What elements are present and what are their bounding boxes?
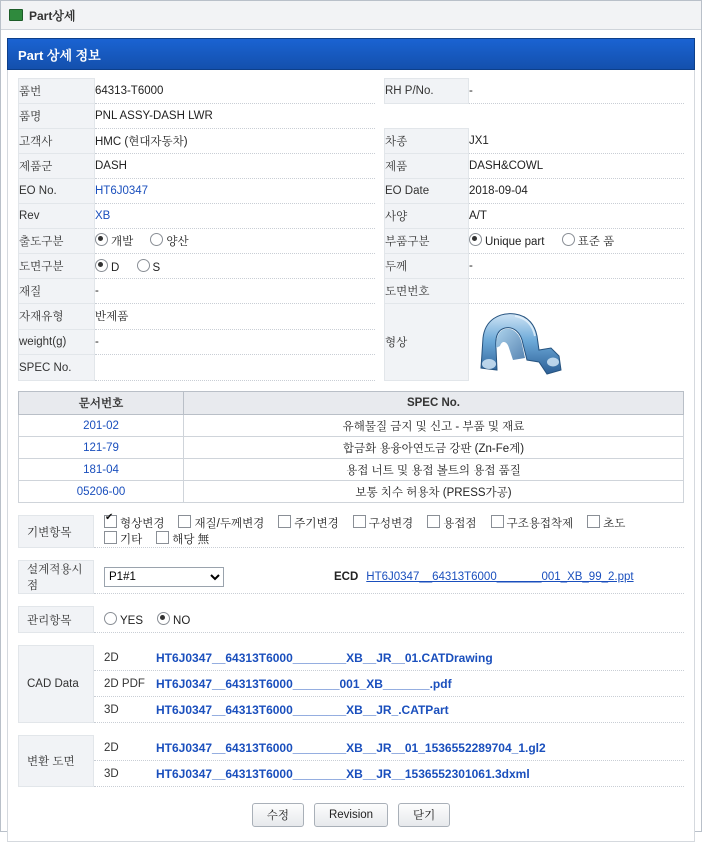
part-field-grid	[18, 78, 684, 381]
revision-button[interactable]: Revision	[314, 803, 388, 827]
checkbox-label: 재질/두께변경	[194, 518, 265, 530]
check-icon	[104, 515, 117, 528]
manage-items-section	[18, 606, 684, 633]
checkbox-label: 초도	[603, 518, 626, 530]
ecd-file-link[interactable]: HT6J0347__64313T6000_______001_XB_99_2.ppt	[366, 570, 634, 583]
converted-drawing-rows	[94, 735, 684, 787]
checkbox-label: 용접점	[443, 518, 477, 530]
label-converted-drawing: 변환 도면	[18, 735, 94, 787]
check-icon	[491, 515, 504, 528]
label-product-group: 제품군	[19, 154, 95, 179]
value-eo-no-link[interactable]: HT6J0347	[95, 185, 149, 197]
radio-part-unique-label: Unique part	[485, 236, 545, 248]
spacer	[375, 154, 385, 179]
label-weight: weight(g)	[19, 329, 95, 355]
row-release-class	[19, 229, 685, 254]
empty-cell	[385, 104, 469, 129]
checkbox-cycle-change[interactable]	[278, 515, 338, 531]
column-header-spec-no: SPEC No.	[184, 392, 684, 415]
check-icon	[104, 531, 117, 544]
radio-release-mass[interactable]	[150, 236, 188, 248]
value-part-no: 64313-T6000	[95, 79, 375, 104]
check-icon	[178, 515, 191, 528]
cad-file-kind: 2D PDF	[104, 677, 145, 690]
radio-drawing-d[interactable]	[95, 262, 119, 274]
value-product: DASH&COWL	[469, 154, 685, 179]
radio-manage-no-label: NO	[173, 614, 191, 627]
edit-button[interactable]: 수정	[252, 803, 304, 827]
radio-manage-no[interactable]	[157, 612, 190, 627]
manage-items-radios	[94, 606, 684, 633]
radio-manage-yes-label: YES	[120, 614, 144, 627]
radio-dot-icon	[469, 233, 482, 246]
value-drawing-no	[469, 279, 685, 304]
cad-file-link[interactable]: HT6J0347__64313T6000_______001_XB_______.pdf	[156, 676, 452, 691]
radio-drawing-s-label: S	[152, 261, 161, 274]
label-release-class: 출도구분	[19, 229, 95, 254]
window-icon	[9, 9, 23, 21]
table-row	[19, 459, 684, 481]
spacer	[375, 79, 385, 104]
label-design-apply: 설계적용시점	[18, 560, 94, 594]
value-spec: A/T	[469, 204, 685, 229]
close-button[interactable]: 닫기	[398, 803, 450, 827]
spacer	[375, 279, 385, 304]
radio-part-standard[interactable]	[562, 236, 615, 248]
cad-file-kind: 2D	[104, 651, 119, 664]
check-icon	[156, 531, 169, 544]
label-manage-items: 관리항목	[18, 606, 94, 633]
check-icon	[587, 515, 600, 528]
row-material-type	[19, 304, 685, 330]
label-spec: 사양	[385, 204, 469, 229]
row-customer	[19, 129, 685, 154]
label-eo-no: EO No.	[19, 179, 95, 204]
radio-dot-icon	[137, 259, 150, 272]
checkbox-first-article[interactable]	[587, 515, 625, 531]
list-item	[94, 671, 684, 697]
label-car-type: 차종	[385, 129, 469, 154]
doc-no-link[interactable]: 201-02	[83, 419, 119, 432]
checkbox-label: 주기변경	[294, 518, 339, 530]
row-part-no	[19, 79, 685, 104]
cad-data-section	[18, 645, 684, 723]
action-button-row	[18, 803, 684, 827]
check-icon	[353, 515, 366, 528]
converted-file-kind: 3D	[104, 767, 119, 780]
value-part-name: PNL ASSY-DASH LWR	[95, 104, 375, 129]
value-customer: HMC (현대자동차)	[95, 129, 375, 154]
spacer	[375, 204, 385, 229]
checkbox-label: 해당 無	[172, 534, 210, 546]
value-rh-pno: -	[469, 79, 685, 104]
spacer	[375, 179, 385, 204]
label-part-class: 부품구분	[385, 229, 469, 254]
value-rev-link[interactable]: XB	[95, 210, 111, 222]
label-thickness: 두께	[385, 254, 469, 279]
list-item	[94, 645, 684, 671]
spacer	[375, 254, 385, 279]
value-car-type: JX1	[469, 129, 685, 154]
spec-document-table	[18, 391, 684, 503]
label-product: 제품	[385, 154, 469, 179]
cad-file-kind: 3D	[104, 703, 119, 716]
label-rev: Rev	[19, 204, 95, 229]
page-title	[7, 38, 695, 70]
checkbox-etc[interactable]	[104, 531, 142, 547]
radio-dot-icon	[95, 233, 108, 246]
check-icon	[278, 515, 291, 528]
radio-part-standard-label: 표준 품	[577, 236, 615, 248]
change-items-checkboxes	[94, 515, 684, 548]
label-cad-data: CAD Data	[18, 645, 94, 723]
converted-file-kind: 2D	[104, 741, 119, 754]
value-material-type: 반제품	[95, 304, 375, 330]
row-part-name	[19, 104, 685, 129]
radio-part-unique[interactable]	[469, 236, 544, 248]
radio-release-mass-label: 양산	[166, 236, 189, 248]
checkbox-none[interactable]	[156, 531, 209, 547]
value-eo-date: 2018-09-04	[469, 179, 685, 204]
cad-file-link[interactable]: HT6J0347__64313T6000________XB__JR_.CATPart	[156, 702, 449, 717]
label-ecd: ECD	[334, 570, 359, 583]
label-drawing-no: 도면번호	[385, 279, 469, 304]
row-material	[19, 279, 685, 304]
table-row	[19, 481, 684, 503]
label-material: 재질	[19, 279, 95, 304]
label-shape: 형상	[385, 304, 469, 381]
converted-file-link[interactable]: HT6J0347__64313T6000________XB__JR__01_1536552289704_1.gl2	[156, 740, 546, 755]
spacer	[375, 304, 385, 330]
radio-dot-icon	[150, 233, 163, 246]
list-item	[94, 697, 684, 723]
checkbox-label: 구조용접착제	[506, 518, 574, 530]
label-material-type: 자재유형	[19, 304, 95, 330]
spacer	[375, 104, 385, 129]
doc-spec-text: 유해물질 금지 및 신고 - 부품 및 재료	[184, 415, 684, 437]
doc-spec-text: 합금화 용융아연도금 강판 (Zn-Fe계)	[184, 437, 684, 459]
row-product-group	[19, 154, 685, 179]
radio-release-dev[interactable]	[95, 236, 133, 248]
window-titlebar	[1, 1, 701, 30]
radio-drawing-d-label: D	[111, 261, 120, 274]
label-part-name: 품명	[19, 104, 95, 129]
radio-dot-icon	[95, 259, 108, 272]
doc-no-link[interactable]: 181-04	[83, 463, 119, 476]
checkbox-label: 형상변경	[120, 518, 165, 530]
list-item	[94, 761, 684, 787]
row-eo-no	[19, 179, 685, 204]
converted-drawing-section	[18, 735, 684, 787]
list-item	[94, 735, 684, 761]
label-rh-pno: RH P/No.	[385, 79, 469, 104]
row-rev	[19, 204, 685, 229]
window-title: Part상세	[29, 8, 76, 23]
spacer	[375, 329, 385, 355]
spacer	[375, 229, 385, 254]
change-items-section	[18, 515, 684, 548]
part-shape-svg	[469, 304, 571, 380]
label-change-items: 기변항목	[18, 515, 94, 548]
radio-release-dev-label: 개발	[111, 236, 134, 248]
label-part-no: 품번	[19, 79, 95, 104]
table-header-row	[19, 392, 684, 415]
checkbox-structural-adhesive[interactable]	[491, 515, 574, 531]
label-customer: 고객사	[19, 129, 95, 154]
doc-no-link[interactable]: 121-79	[83, 441, 119, 454]
column-header-doc-no: 문서번호	[19, 392, 184, 415]
cad-data-rows	[94, 645, 684, 723]
label-eo-date: EO Date	[385, 179, 469, 204]
cell-shape-image	[469, 304, 685, 381]
radio-dot-icon	[157, 612, 170, 625]
part-3d-render	[469, 304, 571, 380]
doc-spec-text: 용접 너트 및 용접 볼트의 용접 품질	[184, 459, 684, 481]
empty-cell	[469, 104, 685, 129]
design-apply-select[interactable]	[104, 567, 224, 587]
value-material: -	[95, 279, 375, 304]
detail-content	[7, 70, 695, 842]
value-thickness: -	[469, 254, 685, 279]
cad-file-link[interactable]: HT6J0347__64313T6000________XB__JR__01.CATDrawing	[156, 650, 493, 665]
doc-spec-text: 보통 치수 허용차 (PRESS가공)	[184, 481, 684, 503]
check-icon	[427, 515, 440, 528]
page-title-label: Part 상세 정보	[18, 47, 101, 63]
radio-dot-icon	[562, 233, 575, 246]
spacer	[375, 129, 385, 154]
label-spec-no: SPEC No.	[19, 355, 95, 381]
row-drawing-class	[19, 254, 685, 279]
table-row	[19, 415, 684, 437]
table-row	[19, 437, 684, 459]
radio-drawing-s[interactable]	[137, 262, 161, 274]
spacer	[375, 355, 385, 381]
radio-dot-icon	[104, 612, 117, 625]
checkbox-composition-change[interactable]	[353, 515, 413, 531]
value-weight: -	[95, 329, 375, 355]
doc-no-link[interactable]: 05206-00	[76, 485, 126, 498]
checkbox-shape-change[interactable]	[104, 515, 164, 531]
radio-manage-yes[interactable]	[104, 612, 143, 627]
value-product-group: DASH	[95, 154, 375, 179]
value-spec-no	[95, 355, 375, 381]
design-apply-body	[94, 560, 684, 594]
checkbox-label: 구성변경	[368, 518, 414, 530]
converted-file-link[interactable]: HT6J0347__64313T6000________XB__JR__1536552301061.3dxml	[156, 766, 530, 781]
checkbox-material-thickness-change[interactable]	[178, 515, 264, 531]
label-drawing-class: 도면구분	[19, 254, 95, 279]
design-apply-section	[18, 560, 684, 594]
checkbox-weld-point[interactable]	[427, 515, 476, 531]
checkbox-label: 기타	[120, 534, 143, 546]
